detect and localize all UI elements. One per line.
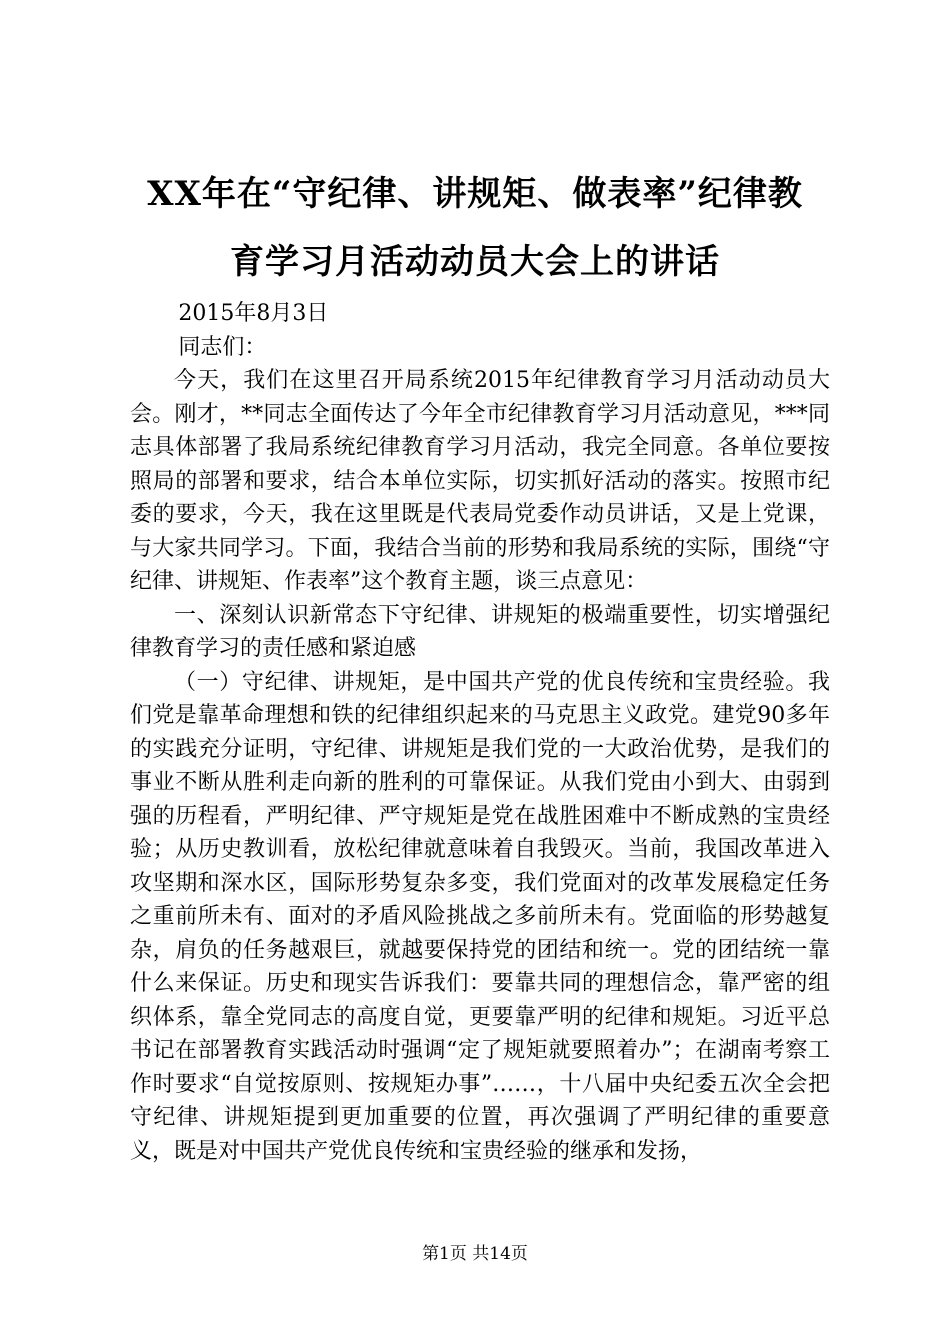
section-heading-1: 一、深刻认识新常态下守纪律、讲规矩的极端重要性，切实增强纪律教育学习的责任感和紧迫感 bbox=[130, 602, 830, 661]
speech-date: 2015年8月3日 bbox=[178, 301, 329, 326]
document-body bbox=[130, 297, 830, 1168]
paragraph-intro: 今天，我们在这里召开局系统2015年纪律教育学习月活动动员大会。刚才，**同志全面传达了今年全市纪律教育学习月活动意见，***同志具体部署了我局系统纪律教育学习月活动，我完全同意。各单位要按照局的部署和要求，结合本单位实际，切实抓好活动的落实。按照市纪委的要求，今天，我在这里既是代表局党委作动员讲话，又是上党课，与大家共同学习。下面，我结合当前的形势和我局系统的实际，围绕“守纪律、讲规矩、作表率”这个教育主题，谈三点意见： bbox=[130, 368, 830, 594]
title-line-1: XX年在“守纪律、讲规矩、做表率”纪律教 bbox=[147, 174, 803, 214]
paragraph-subsection-1: （一）守纪律、讲规矩，是中国共产党的优良传统和宝贵经验。我们党是靠革命理想和铁的纪律组织起来的马克思主义政党。建党90多年的实践充分证明，守纪律、讲规矩是我们党的一大政治优势，是我们的事业不断从胜利走向新的胜利的可靠保证。从我们党由小到大、由弱到强的历程看，严明纪律、严守规矩是党在战胜困难中不断成熟的宝贵经验；从历史教训看，放松纪律就意味着自我毁灭。当前，我国改革进入攻坚期和深水区，国际形势复杂多变，我们党面对的改革发展稳定任务之重前所未有、面对的矛盾风险挑战之多前所未有。党面临的形势越复杂，肩负的任务越艰巨，就越要保持党的团结和统一。党的团结统一靠什么来保证。历史和现实告诉我们：要靠共同的理想信念，靠严密的组织体系，靠全党同志的高度自觉，更要靠严明的纪律和规矩。习近平总书记在部署教育实践活动时强调“定了规矩就要照着办”；在湖南考察工作时要求“自觉按原则、按规矩办事”……，十八届中央纪委五次全会把守纪律、讲规矩提到更加重要的位置，再次强调了严明纪律的重要意义，既是对中国共产党优良传统和宝贵经验的继承和发扬， bbox=[130, 669, 830, 1164]
salutation: 同志们： bbox=[178, 334, 267, 360]
page-footer: 第1页 共14页 bbox=[422, 1244, 528, 1264]
title-line-2: 育学习月活动动员大会上的讲话 bbox=[230, 242, 720, 282]
document-title bbox=[100, 160, 850, 296]
